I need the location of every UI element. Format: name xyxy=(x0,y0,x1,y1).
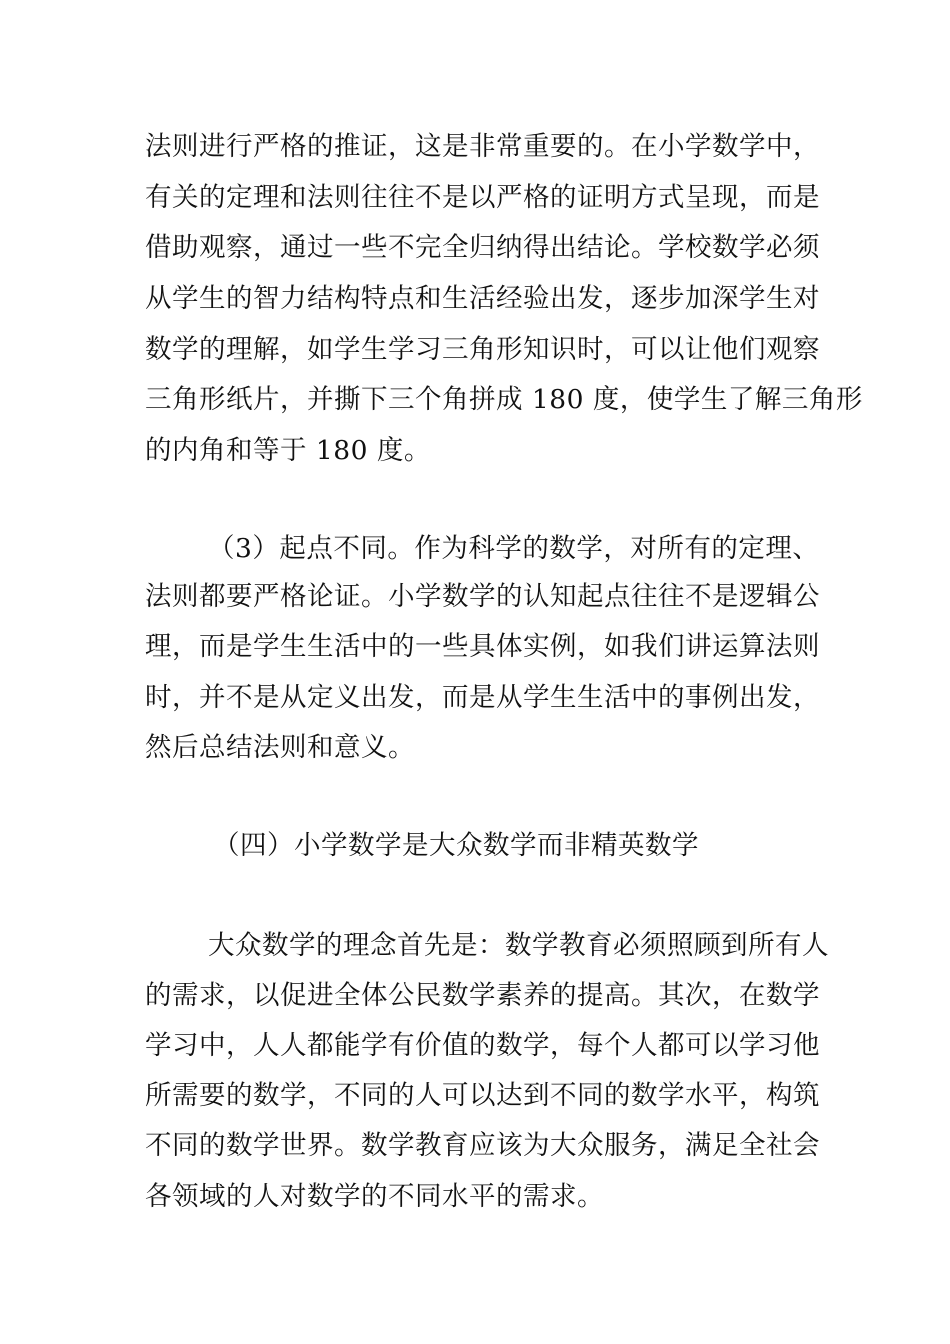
text-line: 学习中，人人都能学有价值的数学，每个人都可以学习他 xyxy=(145,1030,820,1061)
text-line: 理，而是学生生活中的一些具体实例，如我们讲运算法则 xyxy=(145,631,820,662)
section-heading: （四）小学数学是大众数学而非精英数学 xyxy=(213,830,699,861)
text-line: 法则进行严格的推证，这是非常重要的。在小学数学中， xyxy=(145,131,820,162)
text-line: 所需要的数学，不同的人可以达到不同的数学水平，构筑 xyxy=(145,1080,820,1111)
text-line: 的需求，以促进全体公民数学素养的提高。其次，在数学 xyxy=(145,980,820,1011)
text-line: 不同的数学世界。数学教育应该为大众服务，满足全社会 xyxy=(145,1130,820,1161)
text-line: 有关的定理和法则往往不是以严格的证明方式呈现，而是 xyxy=(145,182,820,213)
text-line: 大众数学的理念首先是：数学教育必须照顾到所有人 xyxy=(208,930,829,961)
text-line: （3）起点不同。作为科学的数学，对所有的定理、 xyxy=(208,533,820,564)
text-line: 时，并不是从定义出发，而是从学生生活中的事例出发， xyxy=(145,682,820,713)
text-line: 然后总结法则和意义。 xyxy=(145,732,415,763)
text-line: 法则都要严格论证。小学数学的认知起点往往不是逻辑公 xyxy=(145,581,820,612)
text-line: 的内角和等于 180 度。 xyxy=(145,435,431,466)
text-line: 三角形纸片，并撕下三个角拼成 180 度，使学生了解三角形 xyxy=(145,384,863,415)
text-line: 从学生的智力结构特点和生活经验出发，逐步加深学生对 xyxy=(145,283,820,314)
text-line: 各领域的人对数学的不同水平的需求。 xyxy=(145,1181,604,1212)
text-line: 借助观察，通过一些不完全归纳得出结论。学校数学必须 xyxy=(145,232,820,263)
text-line: 数学的理解，如学生学习三角形知识时，可以让他们观察 xyxy=(145,334,820,365)
